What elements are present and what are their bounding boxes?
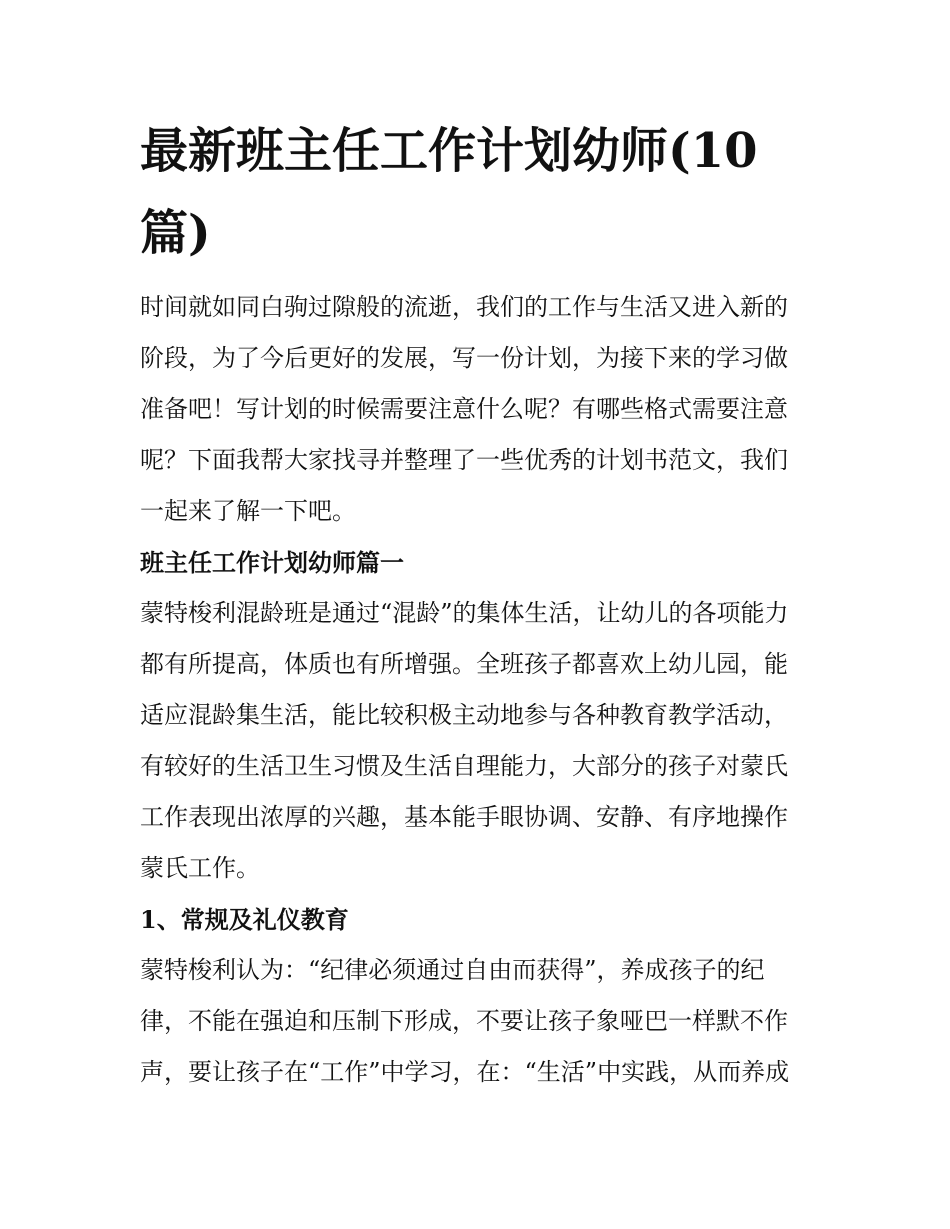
- title-line: 最新班主任工作计划幼师(10: [140, 123, 758, 179]
- document-content: [140, 110, 812, 1098]
- section-heading: 班主任工作计划幼师篇一: [140, 548, 404, 577]
- title-line: 篇): [140, 205, 211, 261]
- text-line: 蒙特梭利混龄班是通过“混龄”的集体生活，让幼儿的各项能力: [140, 599, 789, 627]
- text-line: 工作表现出浓厚的兴趣，基本能手眼协调、安静、有序地操作: [140, 803, 788, 831]
- body-paragraph: [140, 588, 812, 894]
- text-line: 蒙氏工作。: [140, 854, 260, 882]
- body-paragraph: [140, 945, 812, 1098]
- text-line: 律，不能在强迫和压制下形成，不要让孩子象哑巴一样默不作: [140, 1007, 788, 1035]
- text-line: 蒙特梭利认为：“纪律必须通过自由而获得”，养成孩子的纪: [140, 956, 765, 984]
- text-line: 有较好的生活卫生习惯及生活自理能力，大部分的孩子对蒙氏: [140, 752, 788, 780]
- text-line: 都有所提高，体质也有所增强。全班孩子都喜欢上幼儿园，能: [140, 650, 788, 678]
- text-line: 时间就如同白驹过隙般的流逝，我们的工作与生活又进入新的: [140, 293, 788, 321]
- intro-paragraph: [140, 282, 812, 537]
- text-line: 准备吧！写计划的时候需要注意什么呢？有哪些格式需要注意: [140, 395, 788, 423]
- text-line: 一起来了解一下吧。: [140, 497, 356, 525]
- text-line: 呢？下面我帮大家找寻并整理了一些优秀的计划书范文，我们: [140, 446, 788, 474]
- document-title: [140, 110, 812, 274]
- text-line: 声，要让孩子在“工作”中学习，在：“生活”中实践，从而养成: [140, 1058, 790, 1086]
- text-line: 阶段，为了今后更好的发展，写一份计划，为接下来的学习做: [140, 344, 788, 372]
- text-line: 适应混龄集生活，能比较积极主动地参与各种教育教学活动，: [140, 701, 788, 729]
- subsection-heading: 1、常规及礼仪教育: [140, 905, 349, 934]
